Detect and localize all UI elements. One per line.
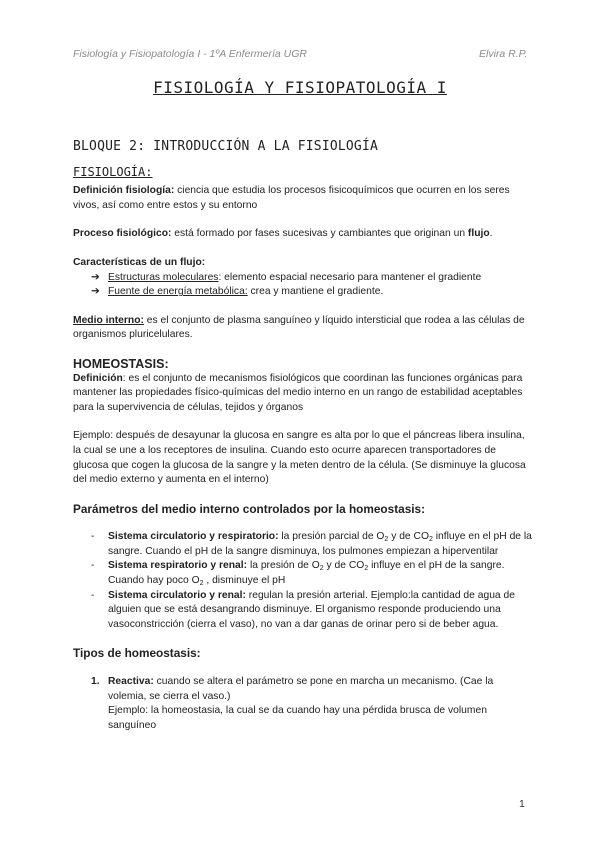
list-item-ejemplo: Ejemplo: la homeostasia, la cual se da cuando hay una pérdida brusca de volumen sanguíneo: [108, 705, 487, 731]
list-item: [91, 559, 533, 588]
arrow-icon: ➔: [91, 271, 100, 283]
list-item-text: y de CO: [388, 531, 429, 543]
list-item-label: Reactiva:: [108, 676, 154, 688]
medio-interno-paragraph: [73, 314, 533, 343]
list-item-term: Fuente de energía metabólica:: [108, 286, 248, 298]
caracteristicas-list: [73, 271, 533, 300]
proceso-label: Proceso fisiológico:: [73, 228, 172, 240]
list-item-label: Sistema circulatorio y renal:: [108, 589, 246, 601]
caracteristicas-label-text: Características de un flujo:: [73, 256, 206, 268]
list-item: [91, 271, 533, 286]
page-number: 1: [519, 798, 525, 810]
list-item-text: crea y mantiene el gradiente.: [247, 286, 384, 298]
list-item-text: cuando se altera el parámetro se pone en marcha un mecanismo. (Cae la volemia, se cierra el vaso.): [108, 676, 494, 702]
medio-interno-label: Medio interno:: [73, 314, 144, 326]
arrow-icon: ➔: [91, 286, 100, 298]
list-item: [91, 530, 533, 559]
definicion-label: Definición fisiología:: [73, 185, 175, 197]
list-item-text: : elemento espacial necesario para mantener el gradiente: [218, 271, 482, 283]
list-item-text: influye en el pH de la sangre. Cuando hay poco O: [108, 560, 505, 587]
caracteristicas-label: [73, 256, 533, 271]
header-course: Fisiología y Fisiopatología I - 1ºA Enfermería UGR: [73, 48, 307, 60]
list-item-label: Sistema respiratorio y renal:: [108, 560, 248, 572]
homeostasis-definicion: [73, 372, 533, 416]
fisiologia-heading: FISIOLOGÍA:: [73, 164, 153, 179]
subscript: 2: [428, 536, 433, 544]
homeostasis-heading: HOMEOSTASIS:: [73, 356, 169, 371]
definicion-text: ciencia que estudia los procesos fisicoquímicos que ocurren en los seres vivos, así como entre estos y su entorno: [73, 185, 510, 211]
homeostasis-def-text: : es el conjunto de mecanismos fisiológicos que coordinan las funciones orgánicas para mantener las propiedades físico-químicas del medio interno en un rango de estabilidad aceptables para la supervivencia de células, tejidos y órganos: [73, 372, 523, 413]
list-item-text: regulan la presión arterial. Ejemplo:la cantidad de agua de alguien que se está desangrando disminuye. El organismo responde produciendo una vasoconstricción (cierra el vaso), no van a dar ganas de orinar pero si de beber agua.: [108, 589, 515, 630]
subscript: 2: [199, 580, 204, 588]
tipos-heading: Tipos de homeostasis:: [73, 646, 201, 661]
parametros-heading: Parámetros del medio interno controlados por la homeostasis:: [73, 501, 426, 516]
dash-icon: -: [91, 531, 95, 543]
list-item: [91, 589, 533, 633]
list-number: 1.: [91, 676, 100, 688]
list-item-text: la presión parcial de O: [278, 531, 385, 543]
proceso-paragraph: [73, 227, 533, 242]
medio-interno-text: es el conjunto de plasma sanguíneo y líquido intersticial que rodea a las células de organismos pluricelulares.: [73, 314, 525, 341]
list-item-text: y de CO: [323, 560, 365, 572]
proceso-bold-word: flujo: [467, 228, 490, 240]
tipos-list: [73, 675, 533, 733]
list-item-label: Sistema circulatorio y respiratorio:: [108, 531, 279, 543]
proceso-text: está formado por fases sucesivas y cambiantes que originan un: [171, 228, 468, 240]
subscript: 2: [384, 536, 389, 544]
dash-icon: -: [91, 589, 95, 601]
list-item-text: influye en el pH de la sangre. Cuando el pH de la sangre disminuya, los pulmones empiezan a hiperventilar: [108, 531, 532, 557]
document-title: FISIOLOGÍA Y FISIOPATOLOGÍA I: [153, 78, 447, 97]
list-item: [91, 285, 533, 300]
homeostasis-def-label: Definición: [73, 372, 123, 384]
document-body: [73, 140, 533, 733]
header-author: Elvira R.P.: [479, 48, 528, 60]
subscript: 2: [364, 565, 369, 573]
parametros-list: [73, 530, 533, 632]
subscript: 2: [319, 565, 324, 573]
definicion-paragraph: [73, 184, 533, 213]
bloque-heading: BLOQUE 2: INTRODUCCIÓN A LA FISIOLOGÍA: [73, 139, 379, 154]
homeostasis-ejemplo: Ejemplo: después de desayunar la glucosa en sangre es alta por lo que el páncreas libera insulina, la cual se une a los receptores de insulina. Cuando esto ocurre aparecen transportadores de glucosa que cogen la glucosa de la sangre y la meten dentro de la célula. (Se disminuye la glucosa del medio externo y aumenta en el interno): [73, 430, 526, 486]
list-item: [91, 675, 533, 733]
document-title-wrap: [0, 78, 600, 98]
dash-icon: -: [91, 560, 95, 572]
proceso-end: .: [489, 228, 493, 240]
list-item-term: Estructuras moleculares: [108, 271, 219, 283]
list-item-text: la presión de O: [247, 560, 320, 572]
list-item-text: , disminuye el pH: [203, 575, 286, 587]
